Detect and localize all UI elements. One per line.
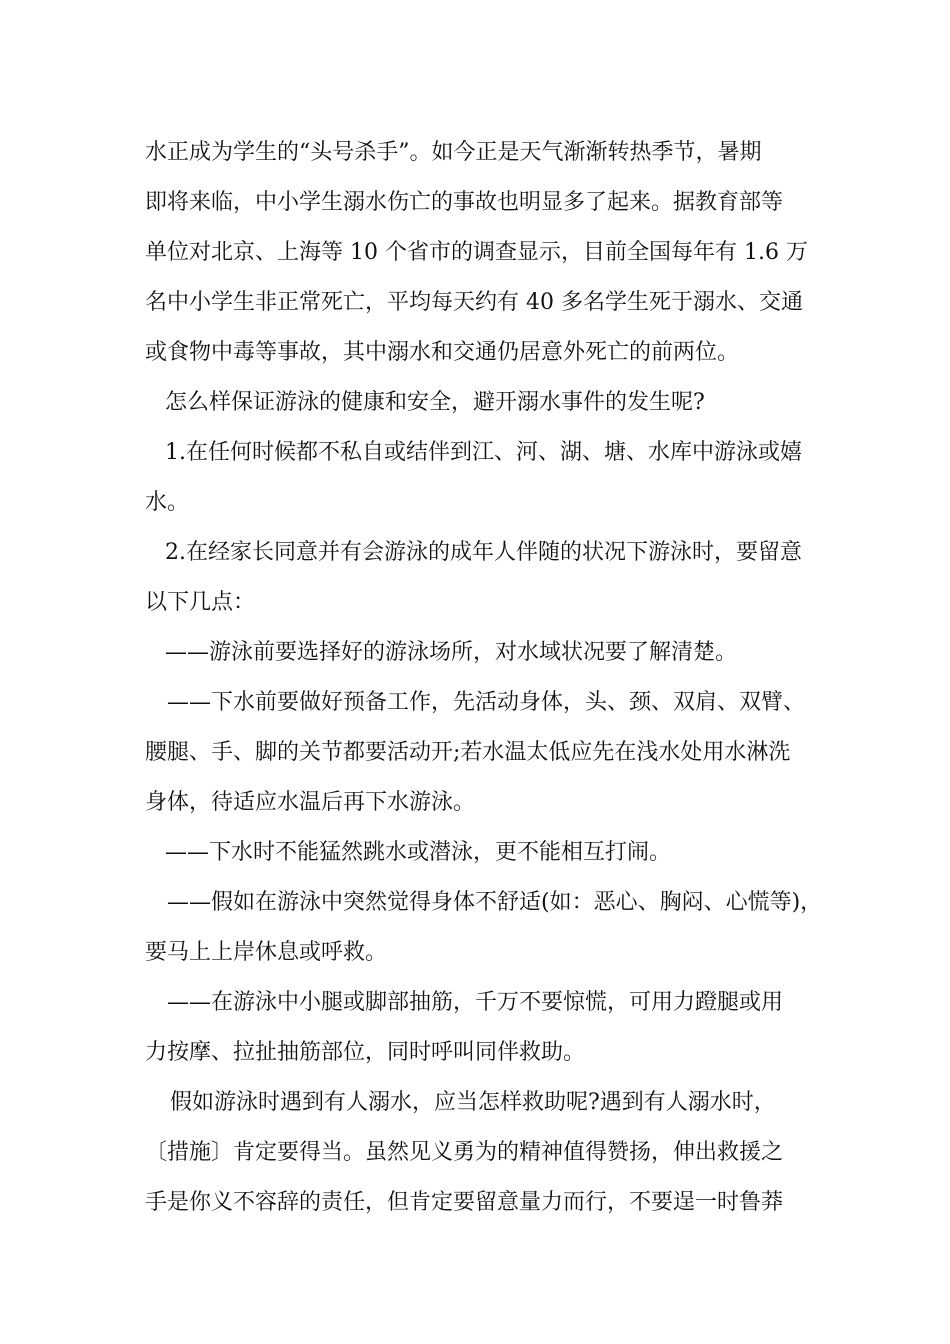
document-body: [145, 128, 825, 1228]
text-line: 水正成为学生的“头号杀手”。如今正是天气渐渐转热季节，暑期: [145, 140, 762, 165]
text-line: 水。: [145, 490, 190, 515]
dash-item: ——游泳前要选择好的游泳场所，对水域状况要了解清楚。: [165, 640, 738, 665]
question-line: 怎么样保证游泳的健康和安全，避开溺水事件的发生呢?: [165, 390, 705, 415]
dash-item: ——下水前要做好预备工作，先活动身体，头、颈、双肩、双臂、: [167, 690, 806, 715]
text-line: 手是你义不容辞的责任，但肯定要留意量力而行，不要逞一时鲁莽: [145, 1190, 784, 1215]
dash-item: ——假如在游泳中突然觉得身体不舒适(如：恶心、胸闷、心慌等)，: [167, 890, 823, 915]
text-line: 单位对北京、上海等 10 个省市的调查显示，目前全国每年有 1.6 万: [145, 240, 808, 265]
text-line: 〔措施〕肯定要得当。虽然见义勇为的精神值得赞扬，伸出救援之: [145, 1140, 784, 1165]
list-item-2: 2.在经家长同意并有会游泳的成年人伴随的状况下游泳时，要留意: [165, 540, 802, 565]
text-line: 以下几点：: [145, 590, 256, 615]
text-line: 要马上上岸休息或呼救。: [145, 940, 388, 965]
text-line: 身体，待适应水温后再下水游泳。: [145, 790, 476, 815]
text-line: 腰腿、手、脚的关节都要活动开;若水温太低应先在浅水处用水淋洗: [145, 740, 791, 765]
list-item-1: 1.在任何时候都不私自或结伴到江、河、湖、塘、水库中游泳或嬉: [165, 440, 802, 465]
text-line: 名中小学生非正常死亡，平均每天约有 40 多名学生死于溺水、交通: [145, 290, 803, 315]
text-line: 力按摩、拉扯抽筋部位，同时呼叫同伴救助。: [145, 1040, 586, 1065]
dash-item: ——下水时不能猛然跳水或潜泳，更不能相互打闹。: [165, 840, 672, 865]
text-line: 或食物中毒等事故，其中溺水和交通仍居意外死亡的前两位。: [145, 340, 740, 365]
paragraph-start: 假如游泳时遇到有人溺水，应当怎样救助呢?遇到有人溺水时，: [170, 1090, 776, 1115]
dash-item: ——在游泳中小腿或脚部抽筋，千万不要惊慌，可用力蹬腿或用: [167, 990, 784, 1015]
text-line: 即将来临，中小学生溺水伤亡的事故也明显多了起来。据教育部等: [145, 190, 784, 215]
